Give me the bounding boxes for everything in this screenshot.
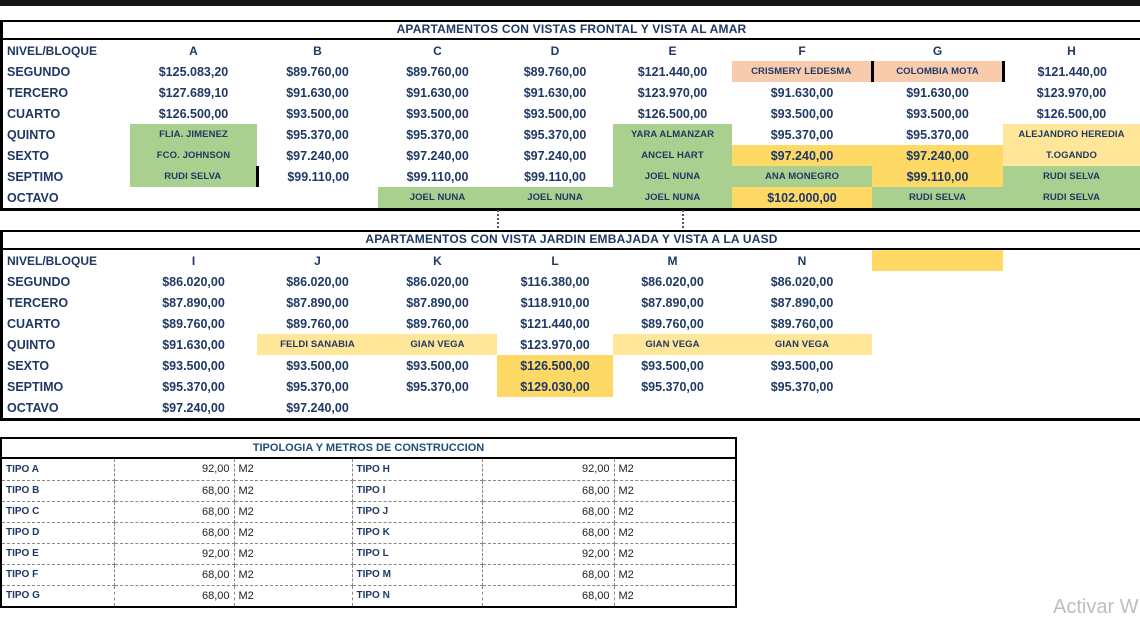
- cell-l-tercero[interactable]: $118.910,00: [520, 295, 590, 310]
- column-header-d[interactable]: D: [550, 43, 560, 58]
- cell-c-tercero[interactable]: $91.630,00: [406, 85, 469, 100]
- cell-h-sexto[interactable]: T.OGANDO: [1003, 145, 1140, 166]
- column-header-k[interactable]: K: [433, 253, 442, 268]
- jardin-grid: [3, 250, 1140, 418]
- cell-col7-cuarto[interactable]: [872, 313, 1003, 334]
- tipo-value-tipo-h[interactable]: 92,00: [482, 459, 614, 480]
- cell-d-quinto[interactable]: $95.370,00: [523, 127, 587, 142]
- cell-a-quinto[interactable]: FLIA. JIMENEZ: [130, 124, 257, 145]
- tipo-label-tipo-b[interactable]: TIPO B: [2, 480, 114, 501]
- tipo-value-tipo-j[interactable]: 68,00: [482, 501, 614, 522]
- cell-j-segundo[interactable]: $86.020,00: [286, 274, 349, 289]
- tipo-value-tipo-b[interactable]: 68,00: [114, 480, 234, 501]
- column-header-a[interactable]: A: [189, 43, 198, 58]
- cell-col8-sexto[interactable]: [1003, 355, 1140, 376]
- column-header-j[interactable]: J: [314, 253, 321, 268]
- cell-i-septimo[interactable]: $95.370,00: [162, 379, 225, 394]
- tipologia-table: [0, 437, 737, 608]
- column-header-h[interactable]: H: [1067, 43, 1076, 58]
- cell-i-sexto[interactable]: $93.500,00: [162, 358, 225, 373]
- cell-l-segundo[interactable]: $116.380,00: [520, 274, 590, 289]
- header-row: [3, 250, 1140, 271]
- cell-e-octavo[interactable]: JOEL NUNA: [613, 187, 732, 208]
- cell-k-tercero[interactable]: $87.890,00: [406, 295, 469, 310]
- cell-c-cuarto[interactable]: $93.500,00: [406, 106, 469, 121]
- cell-n-octavo[interactable]: [732, 397, 872, 418]
- tipo-label-tipo-a[interactable]: TIPO A: [2, 459, 114, 480]
- tipo-unit-tipo-j[interactable]: M2: [614, 501, 735, 522]
- tipo-row-tipo-g-tipo-n: [2, 585, 735, 606]
- tipo-row-tipo-e-tipo-l: [2, 543, 735, 564]
- tipo-label-tipo-f[interactable]: TIPO F: [2, 564, 114, 585]
- column-header-i[interactable]: I: [191, 253, 196, 268]
- column-header-f[interactable]: F: [798, 43, 806, 58]
- column-header-nivel-bloque[interactable]: NIVEL/BLOQUE: [7, 43, 98, 58]
- cell-b-tercero[interactable]: $91.630,00: [286, 85, 349, 100]
- tipo-unit-tipo-m[interactable]: M2: [614, 564, 735, 585]
- tipo-label-tipo-n[interactable]: TIPO N: [352, 585, 482, 606]
- table-row-quinto: [3, 334, 1140, 355]
- cell-h-tercero[interactable]: $123.970,00: [1036, 85, 1107, 100]
- cell-e-sexto[interactable]: ANCEL HART: [613, 145, 732, 166]
- cell-j-sexto[interactable]: $93.500,00: [286, 358, 349, 373]
- header-cell-highlight[interactable]: [872, 250, 1003, 271]
- tipo-value-tipo-m[interactable]: 68,00: [482, 564, 614, 585]
- cell-b-segundo[interactable]: $89.760,00: [286, 64, 349, 79]
- row-label-quinto[interactable]: QUINTO: [7, 127, 56, 142]
- cell-l-septimo[interactable]: $129.030,00: [497, 376, 613, 397]
- cell-f-sexto[interactable]: $97.240,00: [732, 145, 872, 166]
- cell-k-segundo[interactable]: $86.020,00: [406, 274, 469, 289]
- cell-b-cuarto[interactable]: $93.500,00: [286, 106, 349, 121]
- cell-col8-quinto[interactable]: [1003, 334, 1140, 355]
- row-label-segundo[interactable]: SEGUNDO: [7, 274, 71, 289]
- top-divider-bar: [0, 0, 1140, 6]
- cell-l-sexto[interactable]: $126.500,00: [497, 355, 613, 376]
- row-label-septimo[interactable]: SEPTIMO: [7, 169, 64, 184]
- frontal-grid: [3, 40, 1140, 208]
- cell-i-cuarto[interactable]: $89.760,00: [162, 316, 225, 331]
- cell-d-segundo[interactable]: $89.760,00: [523, 64, 587, 79]
- table-row-tercero: [3, 82, 1140, 103]
- cell-i-quinto[interactable]: $91.630,00: [162, 337, 225, 352]
- tipo-unit-tipo-c[interactable]: M2: [234, 501, 352, 522]
- cell-f-segundo[interactable]: CRISMERY LEDESMA: [732, 61, 872, 82]
- cell-h-cuarto[interactable]: $126.500,00: [1036, 106, 1107, 121]
- table-row-segundo: [3, 271, 1140, 292]
- header-cell-blank[interactable]: [1003, 250, 1140, 271]
- table-row-quinto: [3, 124, 1140, 145]
- cell-m-segundo[interactable]: $86.020,00: [641, 274, 704, 289]
- header-row: [3, 40, 1140, 61]
- tipo-value-tipo-i[interactable]: 68,00: [482, 480, 614, 501]
- cell-g-sexto[interactable]: $97.240,00: [872, 145, 1003, 166]
- cell-d-octavo[interactable]: JOEL NUNA: [497, 187, 613, 208]
- cell-k-sexto[interactable]: $93.500,00: [406, 358, 469, 373]
- tipo-label-tipo-i[interactable]: TIPO I: [352, 480, 482, 501]
- cell-e-septimo[interactable]: JOEL NUNA: [613, 166, 732, 187]
- tipo-label-tipo-l[interactable]: TIPO L: [352, 543, 482, 564]
- cell-col8-cuarto[interactable]: [1003, 313, 1140, 334]
- cell-a-octavo[interactable]: [130, 187, 257, 208]
- table-title-frontal[interactable]: APARTAMENTOS CON VISTAS FRONTAL Y VISTA AL AMAR: [3, 20, 1140, 40]
- cell-c-sexto[interactable]: $97.240,00: [406, 148, 469, 163]
- table-title-tipologia[interactable]: TIPOLOGIA Y METROS DE CONSTRUCCION: [2, 439, 735, 459]
- cell-col7-octavo[interactable]: [872, 397, 1003, 418]
- tipo-unit-tipo-h[interactable]: M2: [614, 459, 735, 480]
- cell-n-tercero[interactable]: $87.890,00: [770, 295, 834, 310]
- tipo-unit-tipo-l[interactable]: M2: [614, 543, 735, 564]
- tipo-row-tipo-f-tipo-m: [2, 564, 735, 585]
- cell-j-septimo[interactable]: $95.370,00: [286, 379, 349, 394]
- tipo-value-tipo-e[interactable]: 92,00: [114, 543, 234, 564]
- cell-f-quinto[interactable]: $95.370,00: [770, 127, 834, 142]
- cell-m-octavo[interactable]: [613, 397, 732, 418]
- cell-b-sexto[interactable]: $97.240,00: [286, 148, 349, 163]
- tipo-unit-tipo-a[interactable]: M2: [234, 459, 352, 480]
- table-row-octavo: [3, 397, 1140, 418]
- table-row-sexto: [3, 145, 1140, 166]
- cell-c-septimo[interactable]: $99.110,00: [406, 169, 469, 184]
- tipo-unit-tipo-g[interactable]: M2: [234, 585, 352, 606]
- cell-k-cuarto[interactable]: $89.760,00: [406, 316, 469, 331]
- tipo-unit-tipo-d[interactable]: M2: [234, 522, 352, 543]
- cell-k-octavo[interactable]: [378, 397, 497, 418]
- cell-a-segundo[interactable]: $125.083,20: [158, 64, 229, 79]
- cell-b-quinto[interactable]: $95.370,00: [286, 127, 349, 142]
- tipo-row-tipo-b-tipo-i: [2, 480, 735, 501]
- cell-f-octavo[interactable]: $102.000,00: [732, 187, 872, 208]
- table-row-sexto: [3, 355, 1140, 376]
- tipo-value-tipo-k[interactable]: 68,00: [482, 522, 614, 543]
- cell-j-cuarto[interactable]: $89.760,00: [286, 316, 349, 331]
- cell-e-segundo[interactable]: $121.440,00: [637, 64, 708, 79]
- tipo-value-tipo-d[interactable]: 68,00: [114, 522, 234, 543]
- cell-col7-sexto[interactable]: [872, 355, 1003, 376]
- row-label-octavo[interactable]: OCTAVO: [7, 190, 59, 205]
- tipo-value-tipo-f[interactable]: 68,00: [114, 564, 234, 585]
- table-title-jardin[interactable]: APARTAMENTOS CON VISTA JARDIN EMBAJADA Y VISTA A LA UASD: [3, 230, 1140, 250]
- cell-col8-septimo[interactable]: [1003, 376, 1140, 397]
- cell-h-segundo[interactable]: $121.440,00: [1037, 64, 1107, 79]
- tipo-value-tipo-n[interactable]: 68,00: [482, 585, 614, 606]
- tipo-value-tipo-c[interactable]: 68,00: [114, 501, 234, 522]
- tipo-value-tipo-l[interactable]: 92,00: [482, 543, 614, 564]
- cell-n-septimo[interactable]: $95.370,00: [770, 379, 834, 394]
- cell-d-septimo[interactable]: $99.110,00: [524, 169, 586, 184]
- cell-a-tercero[interactable]: $127.689,10: [158, 85, 229, 100]
- gridline-stub: [682, 210, 684, 228]
- tipo-unit-tipo-i[interactable]: M2: [614, 480, 735, 501]
- row-label-cuarto[interactable]: CUARTO: [7, 316, 61, 331]
- cell-a-sexto[interactable]: FCO. JOHNSON: [130, 145, 257, 166]
- row-label-tercero[interactable]: TERCERO: [7, 295, 69, 310]
- table-row-septimo: [3, 376, 1140, 397]
- cell-m-sexto[interactable]: $93.500,00: [641, 358, 704, 373]
- tipo-unit-tipo-e[interactable]: M2: [234, 543, 352, 564]
- cell-b-octavo[interactable]: [257, 187, 378, 208]
- cell-m-septimo[interactable]: $95.370,00: [641, 379, 704, 394]
- row-label-segundo[interactable]: SEGUNDO: [7, 64, 71, 79]
- tipo-label-tipo-j[interactable]: TIPO J: [352, 501, 482, 522]
- tipo-label-tipo-e[interactable]: TIPO E: [2, 543, 114, 564]
- cell-g-tercero[interactable]: $91.630,00: [906, 85, 969, 100]
- column-header-l[interactable]: L: [551, 253, 559, 268]
- cell-i-octavo[interactable]: $97.240,00: [162, 400, 225, 415]
- table-row-tercero: [3, 292, 1140, 313]
- cell-d-cuarto[interactable]: $93.500,00: [523, 106, 587, 121]
- row-label-sexto[interactable]: SEXTO: [7, 148, 50, 163]
- cell-a-septimo[interactable]: RUDI SELVA: [130, 166, 257, 187]
- cell-f-septimo[interactable]: ANA MONEGRO: [732, 166, 872, 187]
- cell-i-tercero[interactable]: $87.890,00: [162, 295, 225, 310]
- tipo-unit-tipo-b[interactable]: M2: [234, 480, 352, 501]
- cell-h-octavo[interactable]: RUDI SELVA: [1003, 187, 1140, 208]
- cell-col8-segundo[interactable]: [1003, 271, 1140, 292]
- tipo-row-tipo-a-tipo-h: [2, 459, 735, 480]
- cell-d-tercero[interactable]: $91.630,00: [523, 85, 587, 100]
- cell-n-cuarto[interactable]: $89.760,00: [770, 316, 834, 331]
- table-row-cuarto: [3, 313, 1140, 334]
- apartments-jardin-table: [0, 230, 1140, 421]
- apartments-frontal-table: [0, 20, 1140, 211]
- cell-c-segundo[interactable]: $89.760,00: [406, 64, 469, 79]
- cell-l-cuarto[interactable]: $121.440,00: [520, 316, 590, 331]
- row-label-cuarto[interactable]: CUARTO: [7, 106, 61, 121]
- tipologia-grid: [2, 459, 735, 606]
- column-header-nivel-bloque[interactable]: NIVEL/BLOQUE: [7, 253, 98, 268]
- column-header-c[interactable]: C: [433, 43, 442, 58]
- table-row-octavo: [3, 187, 1140, 208]
- column-header-e[interactable]: E: [668, 43, 677, 58]
- cell-col8-tercero[interactable]: [1003, 292, 1140, 313]
- cell-k-septimo[interactable]: $95.370,00: [406, 379, 469, 394]
- cell-g-septimo[interactable]: $99.110,00: [872, 166, 1003, 187]
- row-label-septimo[interactable]: SEPTIMO: [7, 379, 64, 394]
- cell-e-tercero[interactable]: $123.970,00: [637, 85, 708, 100]
- column-header-g[interactable]: G: [932, 43, 943, 58]
- column-header-n[interactable]: N: [797, 253, 807, 268]
- cell-n-sexto[interactable]: $93.500,00: [770, 358, 834, 373]
- tipo-value-tipo-a[interactable]: 92,00: [114, 459, 234, 480]
- column-header-m[interactable]: M: [667, 253, 678, 268]
- cell-f-tercero[interactable]: $91.630,00: [770, 85, 834, 100]
- tipo-unit-tipo-n[interactable]: M2: [618, 589, 634, 602]
- cell-j-octavo[interactable]: $97.240,00: [286, 400, 349, 415]
- cell-g-segundo[interactable]: COLOMBIA MOTA: [872, 61, 1003, 82]
- cell-n-segundo[interactable]: $86.020,00: [770, 274, 834, 289]
- tipo-row-tipo-d-tipo-k: [2, 522, 735, 543]
- tipo-label-tipo-h[interactable]: TIPO H: [352, 459, 482, 480]
- cell-m-tercero[interactable]: $87.890,00: [641, 295, 704, 310]
- cell-m-cuarto[interactable]: $89.760,00: [641, 316, 704, 331]
- cell-col7-tercero[interactable]: [872, 292, 1003, 313]
- tipo-label-tipo-m[interactable]: TIPO M: [352, 564, 482, 585]
- row-label-quinto[interactable]: QUINTO: [7, 337, 56, 352]
- cell-j-quinto[interactable]: FELDI SANABIA: [257, 334, 378, 355]
- cell-g-cuarto[interactable]: $93.500,00: [906, 106, 969, 121]
- tipo-value-tipo-g[interactable]: 68,00: [114, 585, 234, 606]
- cell-k-quinto[interactable]: GIAN VEGA: [378, 334, 497, 355]
- cell-g-quinto[interactable]: $95.370,00: [906, 127, 969, 142]
- cell-col7-quinto[interactable]: [872, 334, 1003, 355]
- column-header-b[interactable]: B: [313, 43, 322, 58]
- tipo-label-tipo-k[interactable]: TIPO K: [352, 522, 482, 543]
- cell-col8-octavo[interactable]: [1003, 397, 1140, 418]
- cell-e-cuarto[interactable]: $126.500,00: [637, 106, 708, 121]
- cell-j-tercero[interactable]: $87.890,00: [286, 295, 349, 310]
- cell-l-quinto[interactable]: $123.970,00: [520, 337, 590, 352]
- table-row-cuarto: [3, 103, 1140, 124]
- row-label-tercero[interactable]: TERCERO: [7, 85, 69, 100]
- cell-c-octavo[interactable]: JOEL NUNA: [378, 187, 497, 208]
- cell-h-quinto[interactable]: ALEJANDRO HEREDIA: [1003, 124, 1140, 145]
- row-label-sexto[interactable]: SEXTO: [7, 358, 50, 373]
- cell-a-cuarto[interactable]: $126.500,00: [158, 106, 229, 121]
- row-label-octavo[interactable]: OCTAVO: [7, 400, 59, 415]
- cell-c-quinto[interactable]: $95.370,00: [406, 127, 469, 142]
- gridline-stub: [497, 210, 499, 228]
- cell-l-octavo[interactable]: [497, 397, 613, 418]
- tipo-unit-tipo-f[interactable]: M2: [234, 564, 352, 585]
- tipo-label-tipo-g[interactable]: TIPO G: [2, 585, 114, 606]
- cell-g-octavo[interactable]: RUDI SELVA: [872, 187, 1003, 208]
- tipo-label-tipo-c[interactable]: TIPO C: [2, 501, 114, 522]
- cell-d-sexto[interactable]: $97.240,00: [523, 148, 587, 163]
- cell-col7-segundo[interactable]: [872, 271, 1003, 292]
- cell-b-septimo[interactable]: $99.110,00: [287, 169, 350, 184]
- table-row-septimo: [3, 166, 1140, 187]
- cell-m-quinto[interactable]: GIAN VEGA: [613, 334, 732, 355]
- tipo-label-tipo-d[interactable]: TIPO D: [2, 522, 114, 543]
- cell-n-quinto[interactable]: GIAN VEGA: [732, 334, 872, 355]
- cell-e-quinto[interactable]: YARA ALMANZAR: [613, 124, 732, 145]
- tipo-unit-tipo-k[interactable]: M2: [614, 522, 735, 543]
- table-row-segundo: [3, 61, 1140, 82]
- tipo-row-tipo-c-tipo-j: [2, 501, 735, 522]
- cell-h-septimo[interactable]: RUDI SELVA: [1003, 166, 1140, 187]
- activate-windows-watermark: Activar W: [1053, 596, 1139, 618]
- cell-i-segundo[interactable]: $86.020,00: [162, 274, 225, 289]
- cell-col7-septimo[interactable]: [872, 376, 1003, 397]
- cell-f-cuarto[interactable]: $93.500,00: [770, 106, 834, 121]
